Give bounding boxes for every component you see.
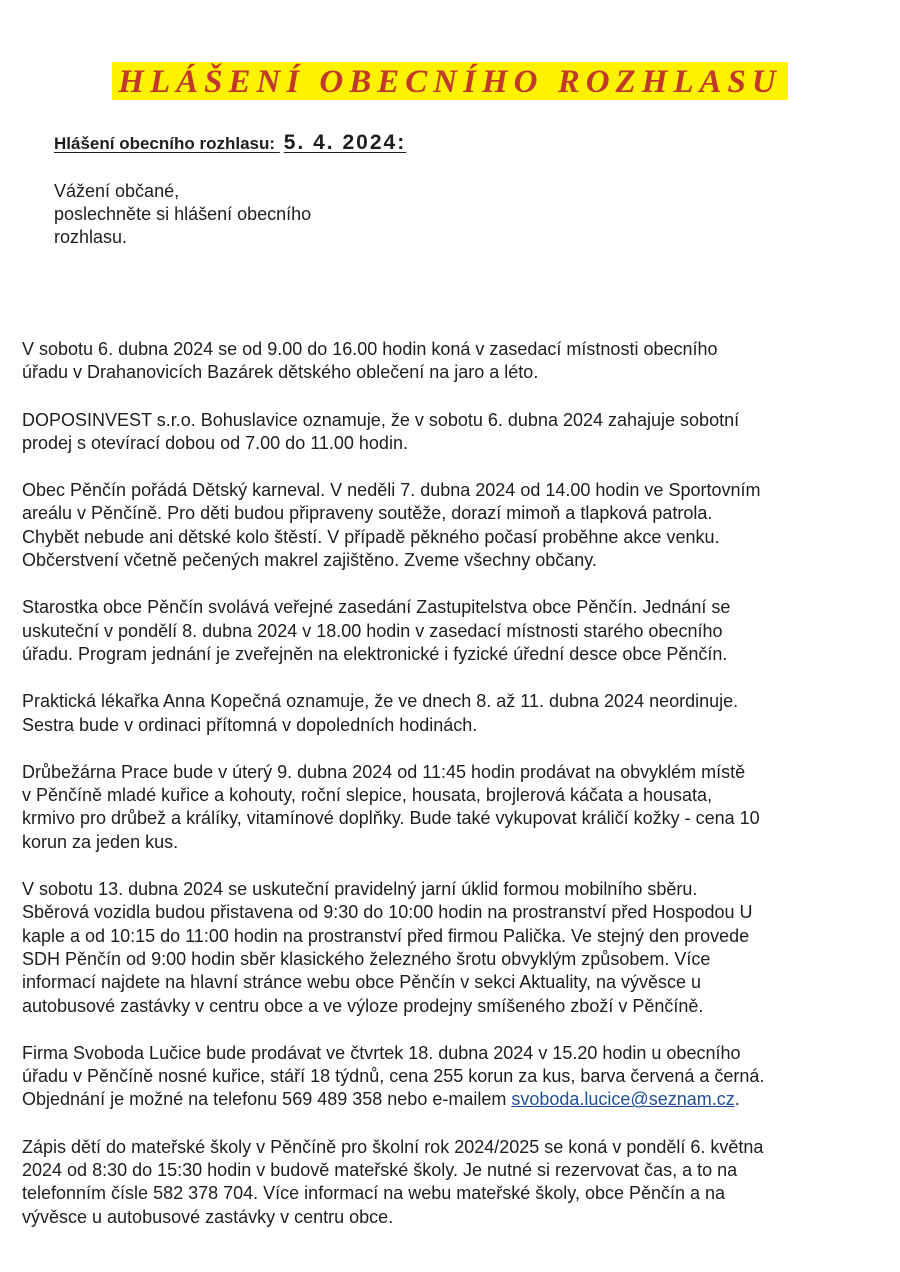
text-line: úřadu v Pěnčíně nosné kuřice, stáří 18 týdnů, cena 255 korun za kus, barva červená a černá. xyxy=(22,1066,765,1087)
order-text: Objednání je možné na telefonu 569 489 358 nebo e-mailem xyxy=(22,1089,512,1110)
paragraph-kindergarten-enrollment xyxy=(22,1136,862,1229)
text-line: korun za jeden kus. xyxy=(22,831,179,852)
greeting-line: Vážení občané, xyxy=(54,181,180,201)
paragraph-doctor xyxy=(22,690,862,737)
text-line: V sobotu 13. dubna 2024 se uskuteční pravidelný jarní úklid formou mobilního sběru. xyxy=(22,879,698,900)
paragraph-carnival xyxy=(22,479,862,572)
paragraph-doposinvest xyxy=(22,409,862,456)
text-line: Drůbežárna Prace bude v úterý 9. dubna 2024 od 11:45 hodin prodávat na obvyklém místě xyxy=(22,761,746,782)
text-line: úřadu. Program jednání je zveřejněn na elektronické i fyzické úřední desce obce Pěnčín. xyxy=(22,643,728,664)
greeting-line: poslechněte si hlášení obecního xyxy=(54,204,312,224)
greeting-line: rozhlasu. xyxy=(54,227,128,247)
text-line: vývěsce u autobusové zastávky v centru obce. xyxy=(22,1206,394,1227)
text-line: Starostka obce Pěnčín svolává veřejné zasedání Zastupitelstva obce Pěnčín. Jednání se xyxy=(22,597,731,618)
text-line: Sběrová vozidla budou přistavena od 9:30 do 10:00 hodin na prostranství před Hospodou U xyxy=(22,902,753,923)
text-line: Praktická lékařka Anna Kopečná oznamuje, že ve dnech 8. až 11. dubna 2024 neordinuje. xyxy=(22,691,739,712)
text-line: autobusové zastávky v centru obce a ve výloze prodejny smíšeného zboží v Pěnčíně. xyxy=(22,995,704,1016)
text-line: prodej s otevírací dobou od 7.00 do 11.00 hodin. xyxy=(22,432,408,453)
text-line: krmivo pro drůbež a králíky, vitamínové doplňky. Bude také vykupovat králičí kožky - cena 10 xyxy=(22,808,760,829)
text-line: Chybět nebude ani dětské kolo štěstí. V případě pěkného počasí proběhne akce venku. xyxy=(22,526,720,547)
title-banner xyxy=(0,62,900,100)
text-line: Obec Pěnčín pořádá Dětský karneval. V neděli 7. dubna 2024 od 14.00 hodin ve Sportovním xyxy=(22,480,761,501)
text-line: informací najdete na hlavní stránce webu obce Pěnčín v sekci Aktuality, na vývěsce u xyxy=(22,972,702,993)
announcement-body xyxy=(22,338,862,1253)
email-link[interactable]: svoboda.lucice@seznam.cz xyxy=(511,1089,735,1110)
text-line: areálu v Pěnčíně. Pro děti budou připraveny soutěže, dorazí mimoň a tlapková patrola. xyxy=(22,503,713,524)
text-line: v Pěnčíně mladé kuřice a kohouty, roční slepice, housata, brojlerová káčata a housata, xyxy=(22,785,713,806)
text-line: Firma Svoboda Lučice bude prodávat ve čtvrtek 18. dubna 2024 v 15.20 hodin u obecního xyxy=(22,1042,741,1063)
announcement-heading-label: Hlášení obecního rozhlasu: xyxy=(54,134,276,153)
paragraph-council-meeting xyxy=(22,596,862,666)
text-line: uskuteční v pondělí 8. dubna 2024 v 18.00 hodin v zasedací místnosti starého obecního xyxy=(22,620,723,641)
paragraph-poultry-prace xyxy=(22,761,862,854)
text-line: kaple a od 10:15 do 11:00 hodin na prostranství před firmou Palička. Ve stejný den provede xyxy=(22,925,750,946)
text-line: SDH Pěnčín od 9:00 hodin sběr klasického železného šrotu obvyklým způsobem. Více xyxy=(22,948,711,969)
greeting xyxy=(54,180,394,249)
text-line: telefonním čísle 582 378 704. Více informací na webu mateřské školy, obce Pěnčín a na xyxy=(22,1183,726,1204)
text-line: Občerstvení včetně pečených makrel zajištěno. Zveme všechny občany. xyxy=(22,550,597,571)
text-line: Sestra bude v ordinaci přítomná v dopoledních hodinách. xyxy=(22,714,478,735)
page-title: HLÁŠENÍ OBECNÍHO ROZHLASU xyxy=(112,62,787,100)
text-line: úřadu v Drahanovicích Bazárek dětského oblečení na jaro a léto. xyxy=(22,362,539,383)
paragraph-svoboda-lucice xyxy=(22,1042,862,1112)
text-line: Zápis dětí do mateřské školy v Pěnčíně pro školní rok 2024/2025 se koná v pondělí 6. května xyxy=(22,1136,764,1157)
text-line: DOPOSINVEST s.r.o. Bohuslavice oznamuje, že v sobotu 6. dubna 2024 zahajuje sobotní xyxy=(22,409,740,430)
text-line-with-email xyxy=(22,1088,862,1111)
paragraph-spring-cleanup xyxy=(22,878,862,1018)
text-line: V sobotu 6. dubna 2024 se od 9.00 do 16.00 hodin koná v zasedací místnosti obecního xyxy=(22,339,718,359)
order-text-end: . xyxy=(734,1089,740,1110)
paragraph-bazaar xyxy=(22,338,862,385)
announcement-heading xyxy=(54,131,406,155)
text-line: 2024 od 8:30 do 15:30 hodin v budově mateřské školy. Je nutné si rezervovat čas, a to na xyxy=(22,1160,738,1181)
announcement-date: 5. 4. 2024: xyxy=(283,131,407,154)
